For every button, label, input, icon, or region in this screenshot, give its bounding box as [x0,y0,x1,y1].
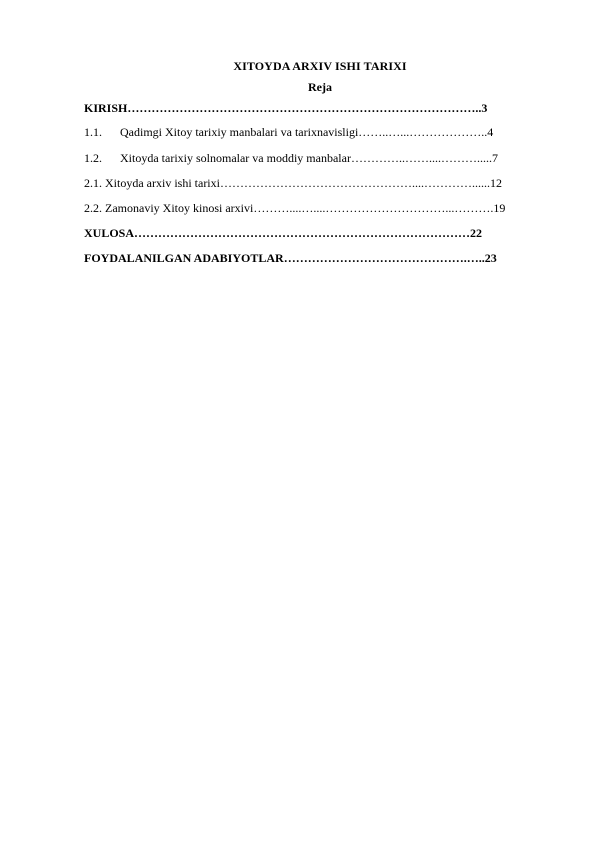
toc-entry-number: 1.2. [84,151,102,165]
toc-entry-text: KIRISH……………………………………………………………………………..3 [84,101,488,115]
toc-entry-2-2 [84,201,505,215]
toc-entry-text: 2.2. Zamonaviy Xitoy kinosi arxivi………....…....…………………………...……….19 [84,201,506,215]
toc-entry-xulosa [84,226,482,240]
toc-entry-foydalanilgan-adabiyotlar [84,251,497,265]
toc-entry-text: FOYDALANILGAN ADABIYOTLAR……………………………………….…..23 [84,251,497,265]
toc-entry-text: 2.1. Xitoyda arxiv ishi tarixi…………………………………………....…………......12 [84,176,502,190]
toc-entry-kirish [84,101,487,115]
document-subtitle: Reja [308,80,332,94]
toc-entry-1-1 [84,125,493,139]
document-title: XITOYDA ARXIV ISHI TARIXI [233,59,407,73]
toc-entry-number: 1.1. [84,125,102,139]
toc-entry-2-1 [84,176,502,190]
toc-entry-1-2 [84,151,498,165]
toc-entry-text: XULOSA…………………………………………………………………………22 [84,226,483,240]
toc-entry-text: Qadimgi Xitoy tarixiy manbalari va tarixnavisligi……..…...………………..4 [120,125,494,139]
toc-entry-text: Xitoyda tarixiy solnomalar va moddiy manbalar…………..……....……….....7 [120,151,498,165]
